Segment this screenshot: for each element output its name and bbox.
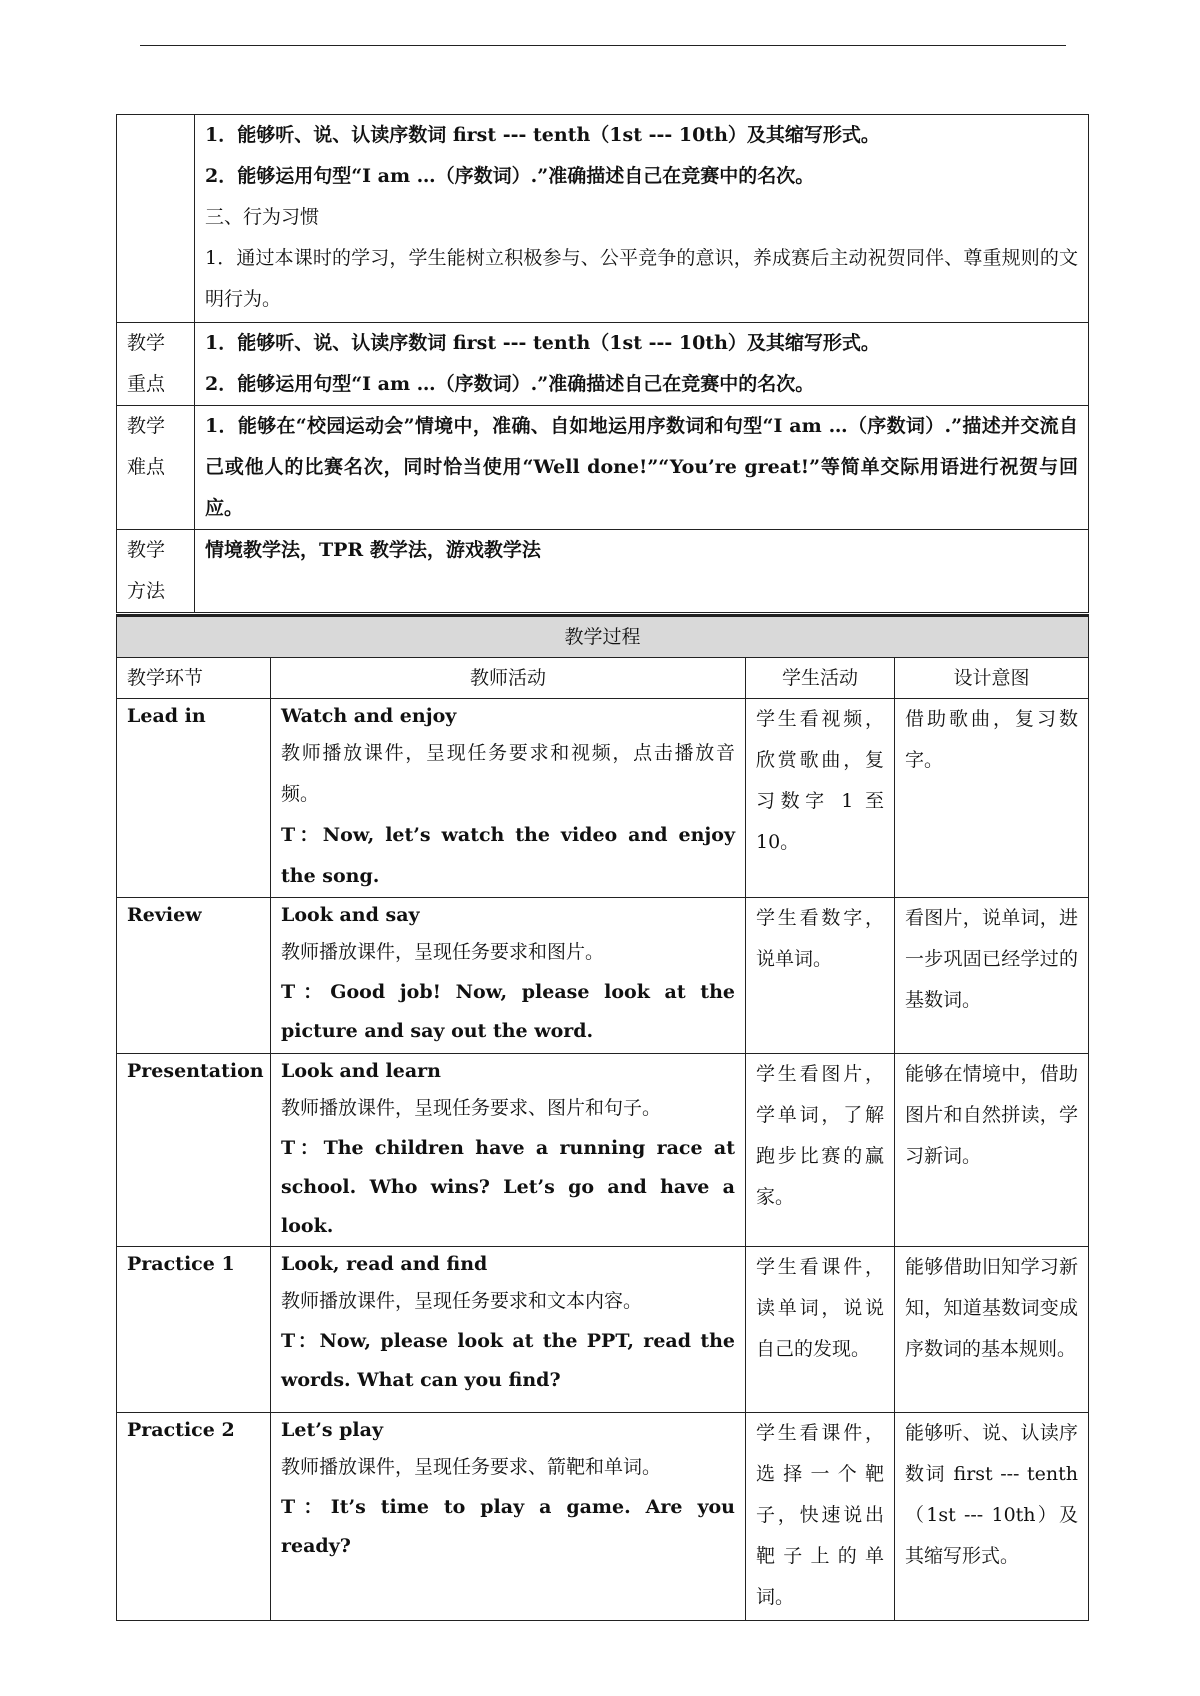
teacher-cell [271, 1054, 746, 1247]
objective-habit-1: 1．通过本课时的学习，学生能树立积极参与、公平竞争的意识，养成赛后主动祝贺同伴、尊重规则的文明行为。 [205, 247, 1078, 310]
table-row [117, 1247, 1089, 1413]
key-points-label-1: 教学 [127, 332, 166, 354]
difficulties-label-1: 教学 [127, 415, 166, 437]
teacher-cell [271, 1413, 746, 1621]
header-teacher: 教师活动 [271, 658, 746, 699]
objectives-table [116, 114, 1089, 613]
teacher-cell [271, 699, 746, 898]
objectives-content-cell [195, 115, 1089, 323]
activity-desc: 教师播放课件，呈现任务要求和文本内容。 [281, 1290, 643, 1312]
header-intent: 设计意图 [895, 658, 1089, 699]
difficulties-label-2: 难点 [127, 456, 166, 478]
teacher-cell [271, 1247, 746, 1413]
objectives-label-cell [117, 115, 195, 323]
activity-title: Look and say [281, 904, 420, 926]
activity-desc: 教师播放课件，呈现任务要求、图片和句子。 [281, 1097, 662, 1119]
key-point-1: 1．能够听、说、认读序数词 first --- tenth（1st --- 10th）及其缩写形式。 [205, 332, 880, 354]
methods-row [117, 530, 1089, 613]
header-student: 学生活动 [746, 658, 895, 699]
habits-heading: 三、行为习惯 [205, 206, 320, 228]
key-point-2: 2．能够运用句型“I am …（序数词）.”准确描述自己在竞赛中的名次。 [205, 373, 815, 395]
intent-cell: 能够听、说、认读序数词 first --- tenth（1st --- 10th）及其缩写形式。 [895, 1413, 1089, 1621]
activity-desc: 教师播放课件，呈现任务要求、箭靶和单词。 [281, 1456, 662, 1478]
student-cell: 学生看视频，欣赏歌曲，复习数字 1 至 10。 [746, 699, 895, 898]
key-points-row [117, 323, 1089, 406]
student-cell: 学生看课件，选择一个靶子，快速说出靶子上的单词。 [746, 1413, 895, 1621]
objective-skill-2: 2．能够运用句型“I am …（序数词）.”准确描述自己在竞赛中的名次。 [205, 165, 815, 187]
teacher-line: T：Good job! Now, please look at the picture and say out the word. [281, 981, 735, 1042]
process-header-row [117, 658, 1089, 699]
difficulties-content: 1．能够在“校园运动会”情境中，准确、自如地运用序数词和句型“I am …（序数词）.”描述并交流自己或他人的比赛名次，同时恰当使用“Well done!”“You’re great!”等简单交际用语进行祝贺与回应。 [195, 406, 1089, 530]
student-cell: 学生看图片，学单词，了解跑步比赛的赢家。 [746, 1054, 895, 1247]
table-row [117, 1413, 1089, 1621]
objectives-row [117, 115, 1089, 323]
intent-cell: 能够在情境中，借助图片和自然拼读，学习新词。 [895, 1054, 1089, 1247]
difficulties-row [117, 406, 1089, 530]
teacher-line: T：It’s time to play a game. Are you ready? [281, 1496, 735, 1557]
key-points-label-2: 重点 [127, 373, 166, 395]
activity-desc: 教师播放课件，呈现任务要求和视频，点击播放音频。 [281, 742, 735, 805]
teacher-line: T：Now, please look at the PPT, read the words. What can you find? [281, 1330, 735, 1391]
process-title: 教学过程 [117, 616, 1089, 658]
difficulties-label [117, 406, 195, 530]
activity-title: Let’s play [281, 1419, 384, 1441]
activity-title: Look, read and find [281, 1253, 488, 1275]
activity-desc: 教师播放课件，呈现任务要求和图片。 [281, 941, 605, 963]
objective-skill-1: 1．能够听、说、认读序数词 first --- tenth（1st --- 10th）及其缩写形式。 [205, 124, 880, 146]
table-row [117, 1054, 1089, 1247]
student-cell: 学生看课件，读单词，说说自己的发现。 [746, 1247, 895, 1413]
key-points-label [117, 323, 195, 406]
teacher-line: T：The children have a running race at school. Who wins? Let’s go and have a look. [281, 1137, 735, 1237]
table-row [117, 898, 1089, 1054]
stage-cell: Practice 2 [117, 1413, 271, 1621]
header-rule [140, 45, 1066, 46]
methods-label-1: 教学 [127, 539, 166, 561]
methods-label-2: 方法 [127, 580, 166, 602]
student-cell: 学生看数字，说单词。 [746, 898, 895, 1054]
teacher-cell [271, 898, 746, 1054]
table-row [117, 699, 1089, 898]
stage-cell: Lead in [117, 699, 271, 898]
teacher-line: T：Now, let’s watch the video and enjoy the song. [281, 824, 735, 887]
stage-cell: Review [117, 898, 271, 1054]
stage-cell: Presentation [117, 1054, 271, 1247]
intent-cell: 借助歌曲，复习数字。 [895, 699, 1089, 898]
methods-label [117, 530, 195, 613]
stage-cell: Practice 1 [117, 1247, 271, 1413]
intent-cell: 能够借助旧知学习新知，知道基数词变成序数词的基本规则。 [895, 1247, 1089, 1413]
process-table [116, 614, 1089, 1621]
activity-title: Watch and enjoy [281, 705, 457, 727]
header-stage: 教学环节 [117, 658, 271, 699]
methods-content: 情境教学法，TPR 教学法，游戏教学法 [195, 530, 1089, 613]
key-points-content [195, 323, 1089, 406]
intent-cell: 看图片，说单词，进一步巩固已经学过的基数词。 [895, 898, 1089, 1054]
activity-title: Look and learn [281, 1060, 441, 1082]
